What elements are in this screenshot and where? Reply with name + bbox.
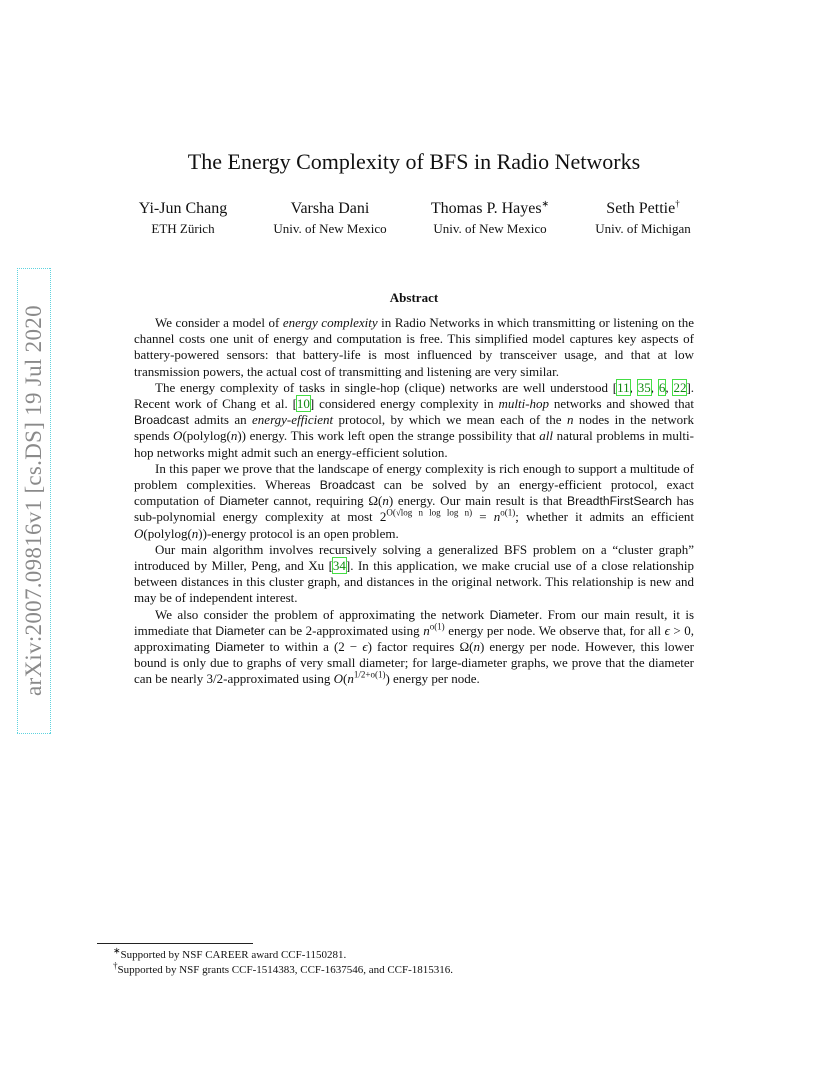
paper-title: The Energy Complexity of BFS in Radio Networks (187, 149, 641, 174)
author-block (584, 199, 702, 238)
author-affiliation: Univ. of Michigan (595, 221, 691, 236)
footnote: ∗Supported by NSF CAREER award CCF-1150281. (113, 945, 347, 961)
abstract-paragraph: Our main algorithm involves recursively solving a generalized BFS problem on a “cluster graph” introduced by Miller, Peng, and Xu [34]. In this application, we make crucial use of a close relationship between distances in this cluster graph, and distances in the original network. This relationship is new and may be of independent interest. (134, 541, 694, 606)
author-affiliation: ETH Zürich (151, 221, 215, 236)
abstract-paragraph: We consider a model of energy complexity in Radio Networks in which transmitting or listening on the channel costs one unit of energy and computation is free. This simplified model captures key aspects of battery-powered sensors: that battery-life is most influenced by transceiver usage, and that at low transmission powers, the actual cost of transmitting and listening are very similar. (134, 315, 694, 379)
citation-link[interactable]: 10 (296, 396, 310, 412)
footnote-mark[interactable]: † (675, 198, 680, 209)
footnote: †Supported by NSF grants CCF-1514383, CCF-1637546, and CCF-1815316. (113, 960, 454, 976)
author-name: Thomas P. Hayes∗ (430, 198, 550, 217)
citation-link[interactable]: 11 (617, 379, 630, 395)
citation-link[interactable]: 34 (332, 558, 346, 574)
citation-link[interactable]: 22 (673, 379, 687, 395)
author-block (422, 199, 558, 238)
abstract-body (134, 315, 694, 688)
author-name: Seth Pettie† (606, 198, 680, 217)
author-affiliation: Univ. of New Mexico (273, 221, 387, 236)
abstract-heading: Abstract (389, 290, 439, 305)
citation-link[interactable]: 35 (637, 379, 651, 395)
author-block (130, 199, 236, 238)
abstract-paragraph: In this paper we prove that the landscape of energy complexity is rich enough to support a multitude of problem complexities. Whereas Broadcast can be solved by an energy-efficient protocol, exact computation of Diameter cannot, requiring Ω(n) energy. Our main result is that BreadthFirstSearch has sub-polynomial energy complexity at most $2^{O(√log n log log n)} = n^{o(1)}$; whether it admits an efficient O(polylog(n))-energy protocol is an open problem. (134, 460, 694, 541)
footnote-mark[interactable]: ∗ (541, 198, 550, 209)
abstract-paragraph: We also consider the problem of approximating the network Diameter. From our main result, it is immediate that Diameter can be 2-approximated using $n^{o(1)}$ energy per node. We observe that, for all ϵ > 0, approximating Diameter to within a (2 − ϵ) factor requires Ω(n) energy per node. However, this lower bound is only due to graphs of very small diameter; for large-diameter graphs, we prove that the diameter can be nearly 3/2-approximated using $O(n^{1/2+o(1)})$ energy per node. (134, 606, 694, 687)
author-name: Yi-Jun Chang (138, 200, 228, 217)
footnote-divider (97, 943, 253, 944)
citation-link[interactable]: 6 (658, 379, 666, 395)
author-block (262, 199, 398, 238)
arxiv-stamp[interactable]: arXiv:2007.09816v1 [cs.DS] 19 Jul 2020 (17, 268, 51, 734)
author-name: Varsha Dani (290, 200, 370, 217)
author-affiliation: Univ. of New Mexico (433, 221, 547, 236)
abstract-paragraph: The energy complexity of tasks in single-hop (clique) networks are well understood [11, 35, 6, 22]. Recent work of Chang et al. [10] considered energy complexity in multi-hop networks and showed that Broadcast admits an energy-efficient protocol, by which we mean each of the n nodes in the network spends O(polylog(n)) energy. This work left open the strange possibility that all natural problems in multi-hop networks might admit such an energy-efficient solution. (134, 379, 695, 460)
